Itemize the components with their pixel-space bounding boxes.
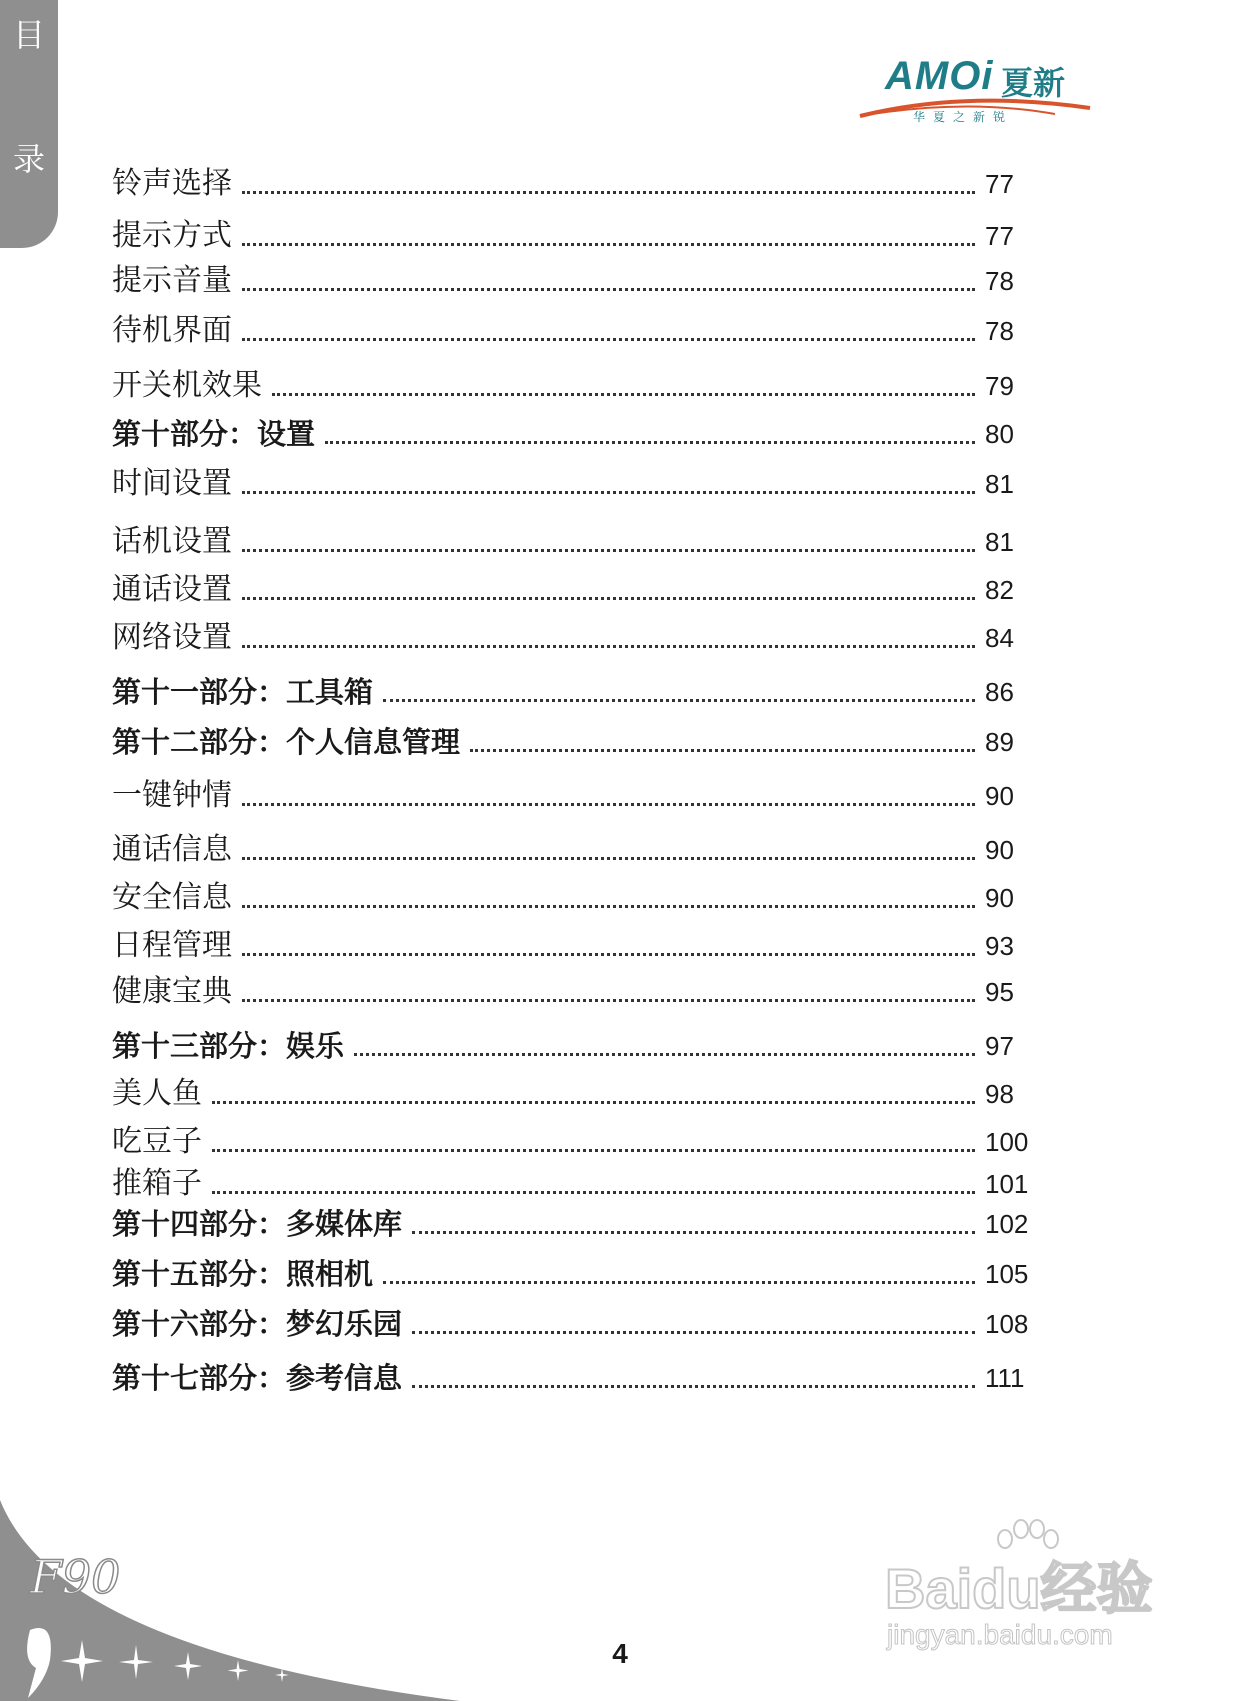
toc-entry-label: 第十二部分：个人信息管理 (112, 725, 461, 759)
toc-entry (112, 966, 1047, 1012)
toc-entry-label: 话机设置 (112, 524, 232, 559)
toc-entry-page: 80 (985, 419, 1014, 449)
logo-slogan: 华夏之新锐 (913, 110, 1014, 124)
toc-entry-page: 93 (985, 931, 1014, 961)
baidu-watermark (885, 1545, 1185, 1665)
side-tab (0, 0, 58, 248)
toc-entry-page: 105 (985, 1259, 1029, 1289)
toc-leader-dots (412, 1331, 975, 1334)
toc-leader-dots (242, 803, 975, 806)
watermark-text: Baidu经验 (885, 1557, 1153, 1620)
toc-entry-page: 95 (985, 977, 1014, 1007)
toc-leader-dots (212, 1191, 975, 1194)
toc-entry-page: 89 (985, 727, 1014, 757)
toc-leader-dots (383, 1281, 975, 1284)
toc-entry-page: 82 (985, 575, 1014, 605)
toc-entry-label: 时间设置 (112, 466, 232, 501)
toc-leader-dots (242, 905, 975, 908)
toc-leader-dots (412, 1385, 975, 1388)
toc-entry (112, 1198, 1047, 1244)
toc-entry-page: 77 (985, 221, 1014, 251)
toc-entry-page: 101 (985, 1169, 1029, 1199)
toc-entry-label: 通话设置 (112, 572, 232, 607)
toc-entry-label: 第十一部分：工具箱 (112, 675, 374, 709)
toc-entry-page: 81 (985, 469, 1014, 499)
toc-entry-label: 网络设置 (112, 620, 232, 655)
toc-leader-dots (354, 1053, 975, 1056)
toc-leader-dots (242, 645, 975, 648)
toc-leader-dots (242, 597, 975, 600)
toc-leader-dots (242, 857, 975, 860)
toc-entry-page: 108 (985, 1309, 1029, 1339)
toc-entry (112, 1298, 1047, 1344)
toc-entry (112, 564, 1047, 610)
toc-entry-label: 提示音量 (112, 263, 232, 298)
toc-entry-label: 提示方式 (112, 218, 232, 253)
page-number: 4 (612, 1638, 628, 1669)
toc-leader-dots (242, 549, 975, 552)
toc-leader-dots (242, 953, 975, 956)
toc-entry-label: 一键钟情 (112, 778, 232, 813)
toc-leader-dots (212, 1101, 975, 1104)
toc-entry-label: 推箱子 (112, 1166, 202, 1201)
toc-entry (112, 516, 1047, 562)
toc-entry-label: 美人鱼 (112, 1076, 202, 1111)
toc-entry-page: 78 (985, 266, 1014, 296)
toc-entry-page: 81 (985, 527, 1014, 557)
toc-entry-label: 第十四部分：多媒体库 (112, 1207, 403, 1241)
toc-entry-page: 98 (985, 1079, 1014, 1109)
model-name: F90 (30, 1550, 121, 1604)
toc-entry (112, 158, 1047, 204)
toc-leader-dots (383, 699, 975, 702)
toc-entry-page: 90 (985, 883, 1014, 913)
toc-leader-dots (212, 1149, 975, 1152)
toc-entry (112, 612, 1047, 658)
toc-entry-label: 通话信息 (112, 832, 232, 867)
toc-entry (112, 1116, 1047, 1162)
toc-entry (112, 255, 1047, 301)
toc-entry-page: 78 (985, 316, 1014, 346)
toc-entry (112, 770, 1047, 816)
toc-entry-page: 102 (985, 1209, 1029, 1239)
toc-leader-dots (242, 288, 975, 291)
toc-entry (112, 1068, 1047, 1114)
toc-entry-label: 第十三部分：娱乐 (112, 1029, 345, 1063)
toc-entry-page: 84 (985, 623, 1014, 653)
toc-entry-page: 111 (985, 1363, 1025, 1393)
toc-entry (112, 458, 1047, 504)
toc-entry-page: 90 (985, 781, 1014, 811)
toc-entry-label: 第十六部分：梦幻乐园 (112, 1307, 403, 1341)
toc-entry (112, 920, 1047, 966)
toc-leader-dots (242, 999, 975, 1002)
watermark-url: jingyan.baidu.com (887, 1619, 1113, 1650)
toc-entry-label: 第十部分：设置 (112, 417, 316, 451)
toc-entry (112, 210, 1047, 256)
toc-leader-dots (325, 441, 975, 444)
toc-entry-label: 安全信息 (112, 880, 232, 915)
toc-entry (112, 1352, 1047, 1398)
toc-entry-label: 日程管理 (112, 928, 232, 963)
toc-entry-page: 100 (985, 1127, 1029, 1157)
toc-leader-dots (272, 393, 975, 396)
toc-entry-page: 90 (985, 835, 1014, 865)
toc-entry (112, 824, 1047, 870)
side-tab-char-bottom: 录 (12, 140, 45, 178)
toc-entry-page: 79 (985, 371, 1014, 401)
toc-entry-label: 开关机效果 (112, 368, 262, 403)
toc-entry-label: 第十七部分：参考信息 (112, 1361, 403, 1395)
logo-brand: AMOi (885, 54, 994, 98)
toc-entry-label: 第十五部分：照相机 (112, 1257, 374, 1291)
toc-entry (112, 666, 1047, 712)
toc-entry-label: 铃声选择 (112, 166, 232, 201)
toc-entry (112, 1248, 1047, 1294)
toc-entry-page: 97 (985, 1031, 1014, 1061)
toc-entry (112, 1020, 1047, 1066)
toc-entry-page: 77 (985, 169, 1014, 199)
logo-brand-cn: 夏新 (1001, 64, 1066, 102)
toc-entry (112, 360, 1047, 406)
toc-leader-dots (242, 491, 975, 494)
toc-entry (112, 872, 1047, 918)
toc-leader-dots (242, 243, 975, 246)
toc-entry (112, 408, 1047, 454)
toc-entry-page: 86 (985, 677, 1014, 707)
toc-leader-dots (412, 1231, 975, 1234)
toc-entry-label: 待机界面 (112, 313, 232, 348)
toc-entry (112, 305, 1047, 351)
toc-leader-dots (242, 338, 975, 341)
toc-entry (112, 716, 1047, 762)
side-tab-char-top: 目 (12, 16, 45, 54)
toc-leader-dots (242, 191, 975, 194)
amoi-logo (855, 48, 1095, 138)
toc-entry-label: 健康宝典 (112, 974, 232, 1009)
toc-leader-dots (470, 749, 975, 752)
toc-entry-label: 吃豆子 (112, 1124, 202, 1159)
